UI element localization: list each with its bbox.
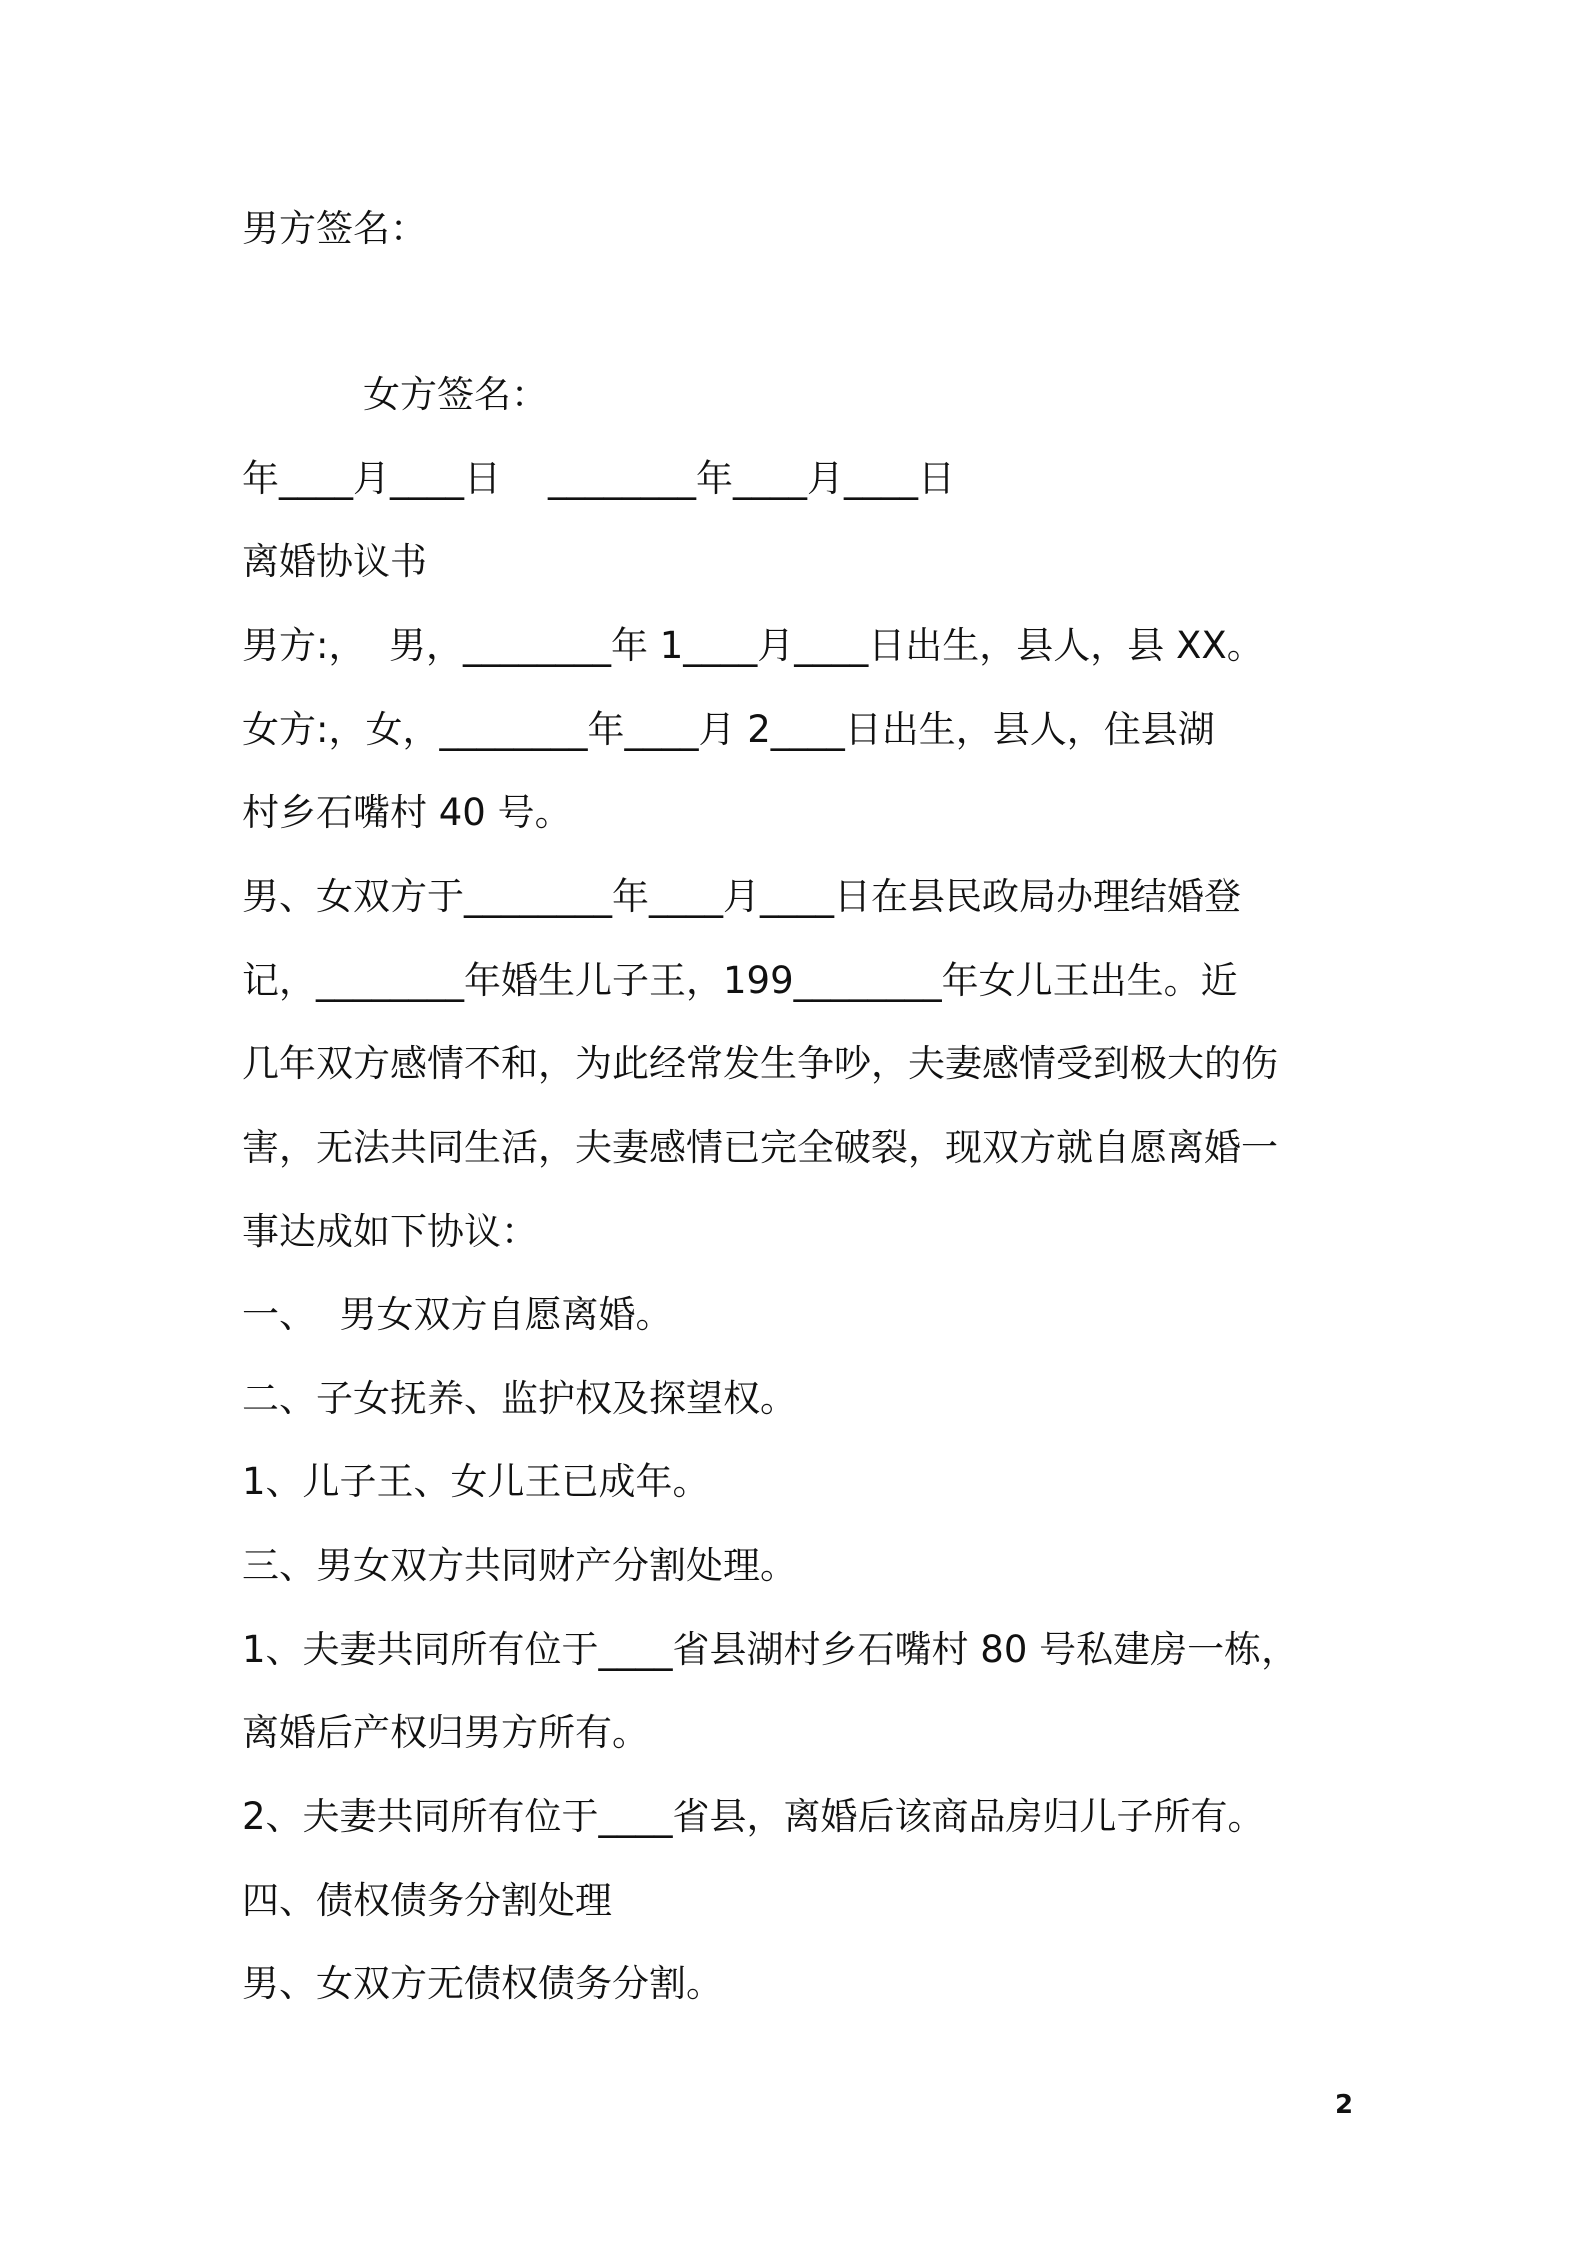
- paragraph-line: 1、夫妻共同所有位于____省县湖村乡石嘴村 80 号私建房一栋，: [242, 1628, 1299, 1671]
- paragraph-line: 男、女双方无债权债务分割。: [242, 1962, 723, 2005]
- paragraph-line: 四、债权债务分割处理: [242, 1879, 612, 1922]
- paragraph-line: 三、男女双方共同财产分割处理。: [242, 1544, 797, 1587]
- paragraph-line: 2、夫妻共同所有位于____省县，离婚后该商品房归儿子所有。: [242, 1795, 1265, 1838]
- paragraph-line: 村乡石嘴村 40 号。: [242, 791, 572, 834]
- paragraph-line: 记，________年婚生儿子王，199________年女儿王出生。近: [242, 959, 1238, 1002]
- paragraph-line: 离婚后产权归男方所有。: [242, 1711, 649, 1754]
- signature-date-line: 年____月____日 ________年____月____日: [242, 457, 956, 500]
- paragraph-line: 男、女双方于________年____月____日在县民政局办理结婚登: [242, 875, 1241, 918]
- paragraph-line: 害，无法共同生活，夫妻感情已完全破裂，现双方就自愿离婚一: [242, 1126, 1278, 1169]
- document-title: 离婚协议书: [242, 540, 427, 583]
- paragraph-line: 男方:， 男，________年 1____月____日出生，县人，县 XX。: [242, 624, 1264, 667]
- page-number: 2: [1335, 2090, 1354, 2120]
- paragraph-line: 1、儿子王、女儿王已成年。: [242, 1460, 710, 1503]
- paragraph-line: 女方:，女，________年____月 2____日出生，县人，住县湖: [242, 708, 1215, 751]
- female-signature-label: 女方签名：: [363, 373, 548, 416]
- paragraph-line: 事达成如下协议：: [242, 1210, 538, 1253]
- paragraph-line: 几年双方感情不和，为此经常发生争吵，夫妻感情受到极大的伤: [242, 1042, 1278, 1085]
- paragraph-line: 二、子女抚养、监护权及探望权。: [242, 1377, 797, 1420]
- male-signature-label: 男方签名：: [242, 207, 427, 250]
- paragraph-line: 一、 男女双方自愿离婚。: [242, 1293, 673, 1336]
